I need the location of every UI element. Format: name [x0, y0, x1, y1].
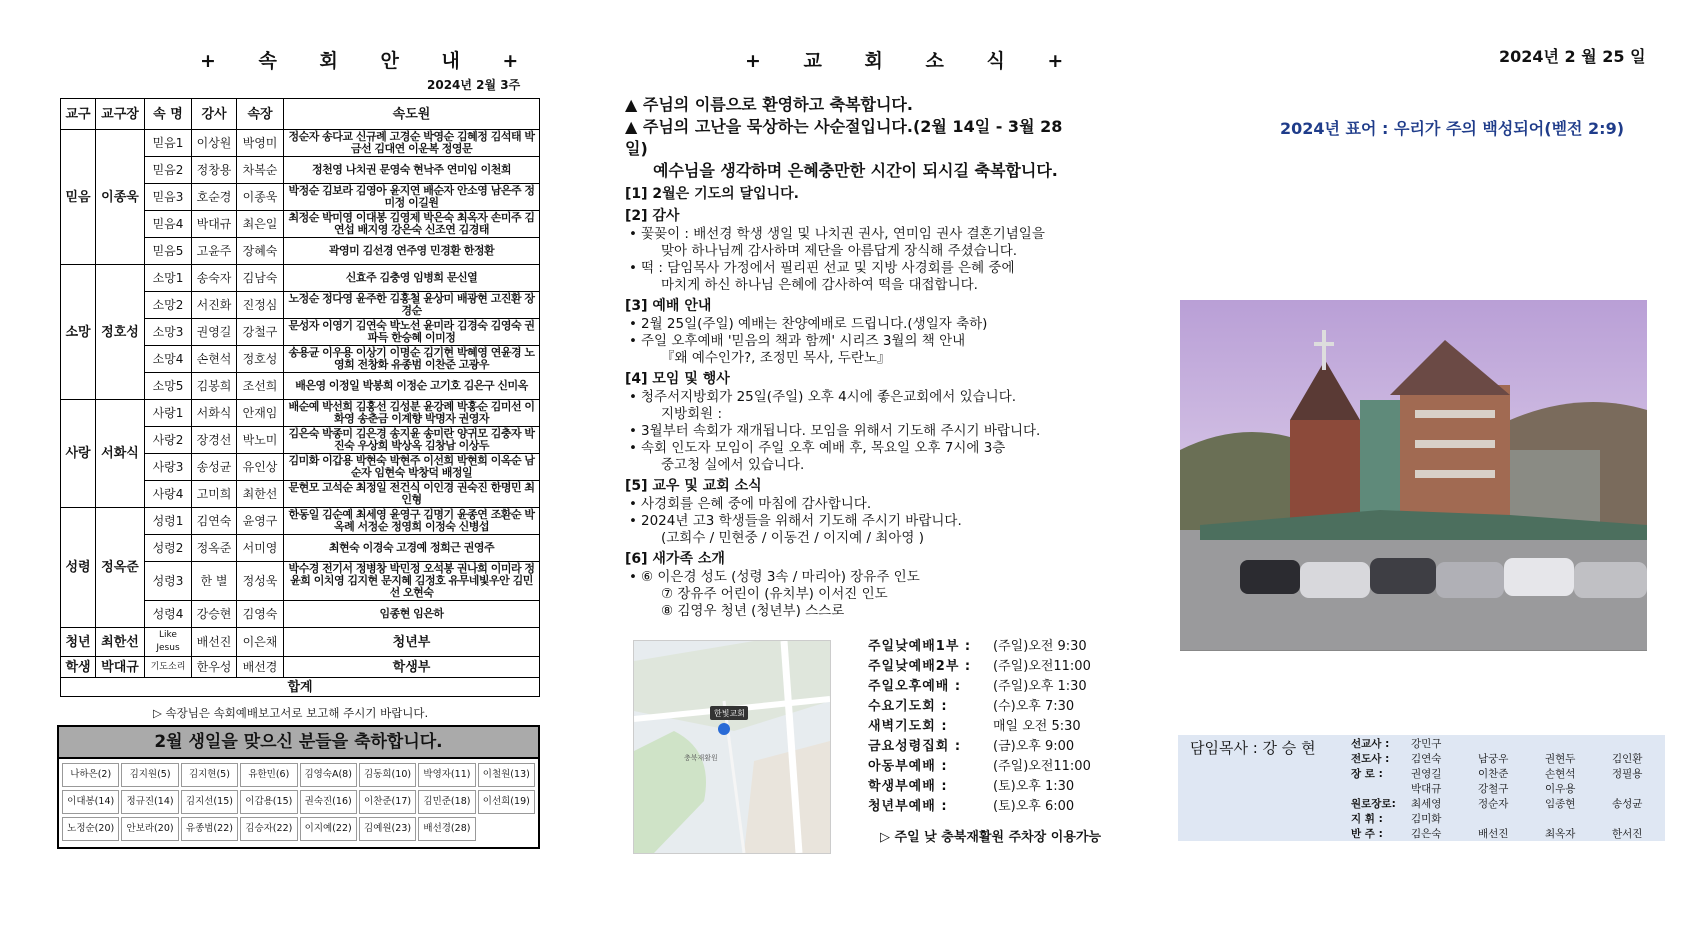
- group-leader: 조선희: [237, 373, 284, 400]
- group-members: 정순자 송다교 신규례 고경순 박영순 김혜정 김석태 박금선 김대연 이운복 정영문: [284, 130, 540, 157]
- birthday-item: 이선희(19): [478, 790, 535, 814]
- bulletin-date: 2024년 2 월 25 일: [1499, 47, 1646, 66]
- table-header-row: [61, 99, 540, 130]
- staff-name: 최옥자: [1545, 828, 1576, 840]
- group-name: Like Jesus: [145, 628, 192, 657]
- group-leader: 강철구: [237, 319, 284, 346]
- staff-name: 이우용: [1545, 783, 1576, 795]
- service-name: 수요기도회 :: [868, 699, 948, 714]
- news-item: 『왜 예수인가?, 조정민 목사, 두란노』: [661, 350, 891, 366]
- district-name: 성령: [61, 508, 96, 628]
- birthday-item: 박영자(11): [418, 763, 475, 787]
- staff-list: [1351, 737, 1679, 842]
- service-name: 새벽기도회 :: [868, 719, 948, 734]
- group-leader: 박영미: [237, 130, 284, 157]
- group-leader: 최한선: [237, 481, 284, 508]
- group-teacher: 장경선: [192, 427, 237, 454]
- news-item: 중고청 실에서 있습니다.: [661, 457, 805, 473]
- service-name: 청년부예배 :: [868, 799, 948, 814]
- service-time: (토)오후 1:30: [993, 779, 1075, 794]
- staff-name: 송성균: [1612, 798, 1643, 810]
- staff-name: 배선진: [1478, 828, 1509, 840]
- news-item: 지방회원 :: [661, 406, 723, 422]
- news-item: (고희수 / 민현중 / 이동건 / 이지예 / 최아영 ): [661, 530, 924, 546]
- group-name: 소망2: [145, 292, 192, 319]
- staff-row: [1351, 752, 1679, 767]
- table-row: [61, 657, 540, 678]
- staff-row: [1351, 797, 1679, 812]
- group-teacher: 서진화: [192, 292, 237, 319]
- col-header: 속 명: [145, 99, 192, 130]
- staff-name: 강철구: [1478, 783, 1509, 795]
- church-photo: [1180, 300, 1647, 651]
- birthday-item: 김지선(15): [181, 790, 238, 814]
- group-leader: 차복순: [237, 157, 284, 184]
- staff-name: 권영길: [1411, 768, 1442, 780]
- news-intro: 예수님을 생각하며 은혜충만한 시간이 되시길 축복합니다.: [653, 161, 1058, 180]
- group-name: 성령3: [145, 562, 192, 601]
- staff-role: 지 휘 :: [1351, 813, 1383, 825]
- group-teacher: 김봉희: [192, 373, 237, 400]
- group-name: 사랑1: [145, 400, 192, 427]
- staff-name: 김은숙: [1411, 828, 1442, 840]
- report-note: ▷ 속장님은 속회예배보고서로 보고해 주시기 바랍니다.: [153, 706, 429, 720]
- birthday-item: 김지현(5): [181, 763, 238, 787]
- group-leader: 진정심: [237, 292, 284, 319]
- group-teacher: 고윤주: [192, 238, 237, 265]
- group-name: 성령2: [145, 535, 192, 562]
- news-item: 맞아 하나님께 감사하며 제단을 아름답게 장식해 주셨습니다.: [661, 243, 1018, 259]
- staff-role: 선교사 :: [1351, 738, 1390, 750]
- table-row: [61, 265, 540, 292]
- parking-note: ▷ 주일 낮 충북재활원 주차장 이용가능: [880, 830, 1101, 845]
- group-members: 김미화 이갑용 박현숙 박현주 이선희 박현희 이옥순 남순자 임현숙 박창덕 배정일: [284, 454, 540, 481]
- district-name: 학생: [61, 657, 96, 678]
- group-members: 청년부: [284, 628, 540, 657]
- service-name: 주일오후예배 :: [868, 679, 962, 694]
- service-time: (금)오후 9:00: [993, 739, 1075, 754]
- group-members: 신효주 김충영 임병희 문신열: [284, 265, 540, 292]
- section-title-news: + 교 회 소 식 +: [745, 50, 1082, 72]
- total-row: [61, 678, 540, 697]
- service-name: 학생부예배 :: [868, 779, 948, 794]
- group-teacher: 호순경: [192, 184, 237, 211]
- birthday-item: 김동희(10): [359, 763, 416, 787]
- service-row: [868, 797, 1108, 817]
- service-time: (수)오후 7:30: [993, 699, 1075, 714]
- news-item: • 2024년 고3 학생들을 위해서 기도해 주시기 바랍니다.: [625, 513, 1085, 530]
- birthday-item: 이찬준(17): [359, 790, 416, 814]
- service-name: 주일낮예배1부 :: [868, 639, 972, 654]
- year-motto: 2024년 표어 : 우리가 주의 백성되어(벧전 2:9): [1280, 119, 1625, 138]
- group-leader: 박노미: [237, 427, 284, 454]
- group-teacher: 배선진: [192, 628, 237, 657]
- group-table: [60, 98, 540, 697]
- staff-name: 한서진: [1612, 828, 1643, 840]
- news-item: • ⑥ 이은경 성도 (성령 3속 / 마리아) 장유주 인도: [625, 569, 1085, 586]
- staff-name: 정필용: [1612, 768, 1643, 780]
- group-name: 소망3: [145, 319, 192, 346]
- group-leader: 정성욱: [237, 562, 284, 601]
- birthday-item: 배선경(28): [418, 817, 475, 841]
- staff-name: 임종현: [1545, 798, 1576, 810]
- groups-week-label: 2024년 2월 3주: [427, 78, 521, 92]
- news-item: • 꽃꽂이 : 배선경 학생 생일 및 나치권 권사, 연미임 권사 결혼기념일을: [625, 226, 1085, 243]
- section-title-groups: + 속 회 안 내 +: [200, 50, 537, 72]
- col-header: 교구장: [96, 99, 145, 130]
- news-item: ⑦ 장유주 어린이 (유치부) 이서진 인도: [661, 586, 888, 602]
- staff-role: 장 로 :: [1351, 768, 1383, 780]
- birthday-item: 김지원(5): [121, 763, 178, 787]
- group-members: 박정순 김보라 김영아 윤지연 배순자 안소영 남은주 정미정 이길원: [284, 184, 540, 211]
- group-name: 소망4: [145, 346, 192, 373]
- district-name: 소망: [61, 265, 96, 400]
- group-teacher: 손현석: [192, 346, 237, 373]
- staff-role: 원로장로:: [1351, 798, 1396, 810]
- service-time: (토)오후 6:00: [993, 799, 1075, 814]
- service-row: [868, 677, 1108, 697]
- group-teacher: 송성균: [192, 454, 237, 481]
- group-members: 문성자 이영기 김연숙 박노선 윤미라 김경숙 김영숙 권파득 한승혜 이미정: [284, 319, 540, 346]
- group-leader: 김영숙: [237, 601, 284, 628]
- service-name: 주일낮예배2부 :: [868, 659, 972, 674]
- group-name: 성령1: [145, 508, 192, 535]
- group-members: 노정순 정다영 윤주한 김홍철 윤상미 배광현 고진환 장경순: [284, 292, 540, 319]
- group-members: 최현숙 이경숙 고경예 정희근 권영주: [284, 535, 540, 562]
- district-head: 서화식: [96, 400, 145, 508]
- group-members: 송용균 이우용 이상기 이명순 김기현 박혜영 연윤경 노영희 전창화 유종범 이찬준 고광우: [284, 346, 540, 373]
- group-name: 믿음3: [145, 184, 192, 211]
- staff-name: 정순자: [1478, 798, 1509, 810]
- group-teacher: 고미희: [192, 481, 237, 508]
- staff-name: 이찬준: [1478, 768, 1509, 780]
- group-leader: 이은채: [237, 628, 284, 657]
- district-head: 박대규: [96, 657, 145, 678]
- staff-role: [1351, 782, 1411, 797]
- staff-name: 김미화: [1411, 813, 1442, 825]
- col-header: 강사: [192, 99, 237, 130]
- group-teacher: 이상원: [192, 130, 237, 157]
- total-label: 합계: [61, 678, 540, 697]
- group-teacher: 박대규: [192, 211, 237, 238]
- news-item: • 속회 인도자 모임이 주일 오후 예배 후, 목요일 오후 7시에 3층: [625, 440, 1085, 457]
- service-name: 금요성령집회 :: [868, 739, 962, 754]
- service-row: [868, 697, 1108, 717]
- staff-role: 전도사 :: [1351, 753, 1390, 765]
- group-members: 배은영 이정일 박봉희 이정순 고기호 김은구 신미옥: [284, 373, 540, 400]
- group-name: 믿음5: [145, 238, 192, 265]
- birthday-item: 김영숙A(8): [300, 763, 357, 787]
- news-item: • 2월 25일(주일) 예배는 찬양예배로 드립니다.(생일자 축하): [625, 316, 1085, 333]
- staff-row: [1351, 767, 1679, 782]
- group-teacher: 한우성: [192, 657, 237, 678]
- news-section-heading: [3] 예배 안내: [625, 298, 712, 314]
- group-members: 임종현 임은하: [284, 601, 540, 628]
- birthday-item: 정규진(14): [121, 790, 178, 814]
- news-item: • 3월부터 속회가 재개됩니다. 모임을 위해서 기도해 주시기 바랍니다.: [625, 423, 1085, 440]
- staff-name: 권현두: [1545, 753, 1576, 765]
- district-name: 사랑: [61, 400, 96, 508]
- birthday-item: 이갑용(15): [240, 790, 297, 814]
- map-graphic: [634, 641, 830, 853]
- group-teacher: 송숙자: [192, 265, 237, 292]
- col-header: 교구: [61, 99, 96, 130]
- staff-name: 남궁우: [1478, 753, 1509, 765]
- birthday-title: 2월 생일을 맞으신 분들을 축하합니다.: [59, 727, 538, 759]
- group-leader: 윤영구: [237, 508, 284, 535]
- birthday-item: 권숙진(16): [300, 790, 357, 814]
- group-name: 사랑4: [145, 481, 192, 508]
- service-time: (주일)오전11:00: [993, 759, 1091, 774]
- group-teacher: 김연숙: [192, 508, 237, 535]
- group-members: 박수경 전기서 정병창 박민정 오석봉 권나희 이미라 정윤희 이치영 김지현 문지혜 김정호 유무네빛우안 김민선 오현숙: [284, 562, 540, 601]
- district-head: 이종욱: [96, 130, 145, 265]
- news-item: 마치게 하신 하나님 은혜에 감사하여 떡을 대접합니다.: [661, 277, 978, 293]
- news-item: • 청주서지방회가 25일(주일) 오후 4시에 좋은교회에서 있습니다.: [625, 389, 1085, 406]
- group-teacher: 정옥준: [192, 535, 237, 562]
- district-head: 정옥준: [96, 508, 145, 628]
- group-name: 믿음2: [145, 157, 192, 184]
- group-members: 한동일 김순예 최세영 윤영구 김명기 윤종연 조환순 박옥례 서정순 정영희 이정숙 신병섭: [284, 508, 540, 535]
- birthday-item: 노정순(20): [62, 817, 119, 841]
- service-row: [868, 637, 1108, 657]
- news-section-heading: [2] 감사: [625, 208, 680, 224]
- senior-pastor: 담임목사 : 강 승 현: [1190, 739, 1316, 757]
- group-name: 소망5: [145, 373, 192, 400]
- group-leader: 유인상: [237, 454, 284, 481]
- group-leader: 서미영: [237, 535, 284, 562]
- news-item: • 떡 : 담임목사 가정에서 필리핀 선교 및 지방 사경회를 은혜 중에: [625, 260, 1085, 277]
- group-members: 학생부: [284, 657, 540, 678]
- staff-name: 김인환: [1612, 753, 1643, 765]
- news-section-heading: [6] 새가족 소개: [625, 551, 725, 567]
- staff-box: [1178, 735, 1665, 841]
- district-name: 믿음: [61, 130, 96, 265]
- group-teacher: 서화식: [192, 400, 237, 427]
- service-row: [868, 657, 1108, 677]
- birthday-item: 유한민(6): [240, 763, 297, 787]
- map-label-rehab: 충북재활원: [684, 754, 718, 762]
- staff-name: 강민구: [1411, 738, 1442, 750]
- staff-row: [1351, 782, 1679, 797]
- group-members: 문현모 고석순 최정일 전건식 이인경 권숙진 한명민 최인형: [284, 481, 540, 508]
- service-name: 아동부예배 :: [868, 759, 948, 774]
- news-intro: ▲ 주님의 이름으로 환영하고 축복합니다.: [625, 95, 913, 114]
- birthday-item: 유종범(22): [181, 817, 238, 841]
- birthday-item: 이철원(13): [478, 763, 535, 787]
- group-name: 사랑3: [145, 454, 192, 481]
- service-time: (주일)오전11:00: [993, 659, 1091, 674]
- group-teacher: 강승현: [192, 601, 237, 628]
- group-members: 정천영 나치권 문영숙 현낙주 연미임 이천희: [284, 157, 540, 184]
- group-name: 소망1: [145, 265, 192, 292]
- table-row: [61, 130, 540, 157]
- col-header: 속도원: [284, 99, 540, 130]
- staff-name: 김연숙: [1411, 753, 1442, 765]
- service-schedule: [868, 637, 1108, 817]
- staff-name: 손현석: [1545, 768, 1576, 780]
- group-name: 사랑2: [145, 427, 192, 454]
- service-row: [868, 757, 1108, 777]
- news-section-heading: [5] 교우 및 교회 소식: [625, 478, 762, 494]
- birthday-grid: [59, 759, 538, 845]
- service-time: 매일 오전 5:30: [993, 719, 1081, 734]
- group-members: 김은숙 박종미 김은경 송지윤 송미란 양귀모 김충자 박진숙 우상희 박상옥 김창남 이상두: [284, 427, 540, 454]
- news-item: • 주일 오후예배 '믿음의 책과 함께' 시리즈 3월의 책 안내: [625, 333, 1085, 350]
- birthday-box: [57, 725, 540, 849]
- col-header: 속장: [237, 99, 284, 130]
- district-name: 청년: [61, 628, 96, 657]
- table-row: [61, 628, 540, 657]
- service-row: [868, 777, 1108, 797]
- staff-name: 박대규: [1411, 783, 1442, 795]
- group-leader: 배선경: [237, 657, 284, 678]
- staff-name: 최세영: [1411, 798, 1442, 810]
- news-item: ⑧ 김영우 청년 (청년부) 스스로: [661, 603, 845, 619]
- news-intro: ▲ 주님의 고난을 묵상하는 사순절입니다.(2월 14일 - 3월 28일): [625, 117, 1063, 158]
- staff-row: [1351, 737, 1679, 752]
- service-time: (주일)오전 9:30: [993, 639, 1087, 654]
- group-leader: 김남숙: [237, 265, 284, 292]
- church-map[interactable]: [633, 640, 831, 854]
- table-row: [61, 400, 540, 427]
- birthday-item: 김예원(23): [359, 817, 416, 841]
- group-members: 곽영미 김선경 연주영 민경환 한정환: [284, 238, 540, 265]
- staff-role: 반 주 :: [1351, 828, 1383, 840]
- birthday-item: 안보라(20): [121, 817, 178, 841]
- staff-row: [1351, 812, 1679, 827]
- birthday-item: 이대봉(14): [62, 790, 119, 814]
- district-head: 정호성: [96, 265, 145, 400]
- group-name: 성령4: [145, 601, 192, 628]
- service-row: [868, 717, 1108, 737]
- group-teacher: 권영길: [192, 319, 237, 346]
- birthday-item: 이지예(22): [300, 817, 357, 841]
- group-leader: 장혜숙: [237, 238, 284, 265]
- group-teacher: 정창용: [192, 157, 237, 184]
- service-row: [868, 737, 1108, 757]
- group-name: 기도소리: [145, 657, 192, 678]
- district-head: 최한선: [96, 628, 145, 657]
- group-name: 믿음1: [145, 130, 192, 157]
- news-list: [625, 94, 1085, 620]
- news-section-heading: [4] 모임 및 행사: [625, 371, 730, 387]
- group-leader: 정호성: [237, 346, 284, 373]
- group-members: 최정순 박미영 이대봉 김영제 박은숙 최옥자 손미주 김연섭 배지영 강은숙 신조연 김경태: [284, 211, 540, 238]
- group-teacher: 한 별: [192, 562, 237, 601]
- group-leader: 안재임: [237, 400, 284, 427]
- news-section-heading: [1] 2월은 기도의 달입니다.: [625, 186, 799, 202]
- group-members: 배순예 박선희 김홍선 김성분 윤강례 박홍순 김미선 이화영 송춘금 이계향 박명자 권영자: [284, 400, 540, 427]
- table-row: [61, 508, 540, 535]
- news-item: • 사경회를 은혜 중에 마침에 감사합니다.: [625, 496, 1085, 513]
- map-label-church: 한빛교회: [714, 709, 745, 718]
- group-leader: 이종욱: [237, 184, 284, 211]
- staff-row: [1351, 827, 1679, 842]
- birthday-item: 나하은(2): [62, 763, 119, 787]
- service-time: (주일)오후 1:30: [993, 679, 1087, 694]
- birthday-item: 김승자(22): [240, 817, 297, 841]
- group-leader: 최은일: [237, 211, 284, 238]
- birthday-item: 김민준(18): [418, 790, 475, 814]
- group-name: 믿음4: [145, 211, 192, 238]
